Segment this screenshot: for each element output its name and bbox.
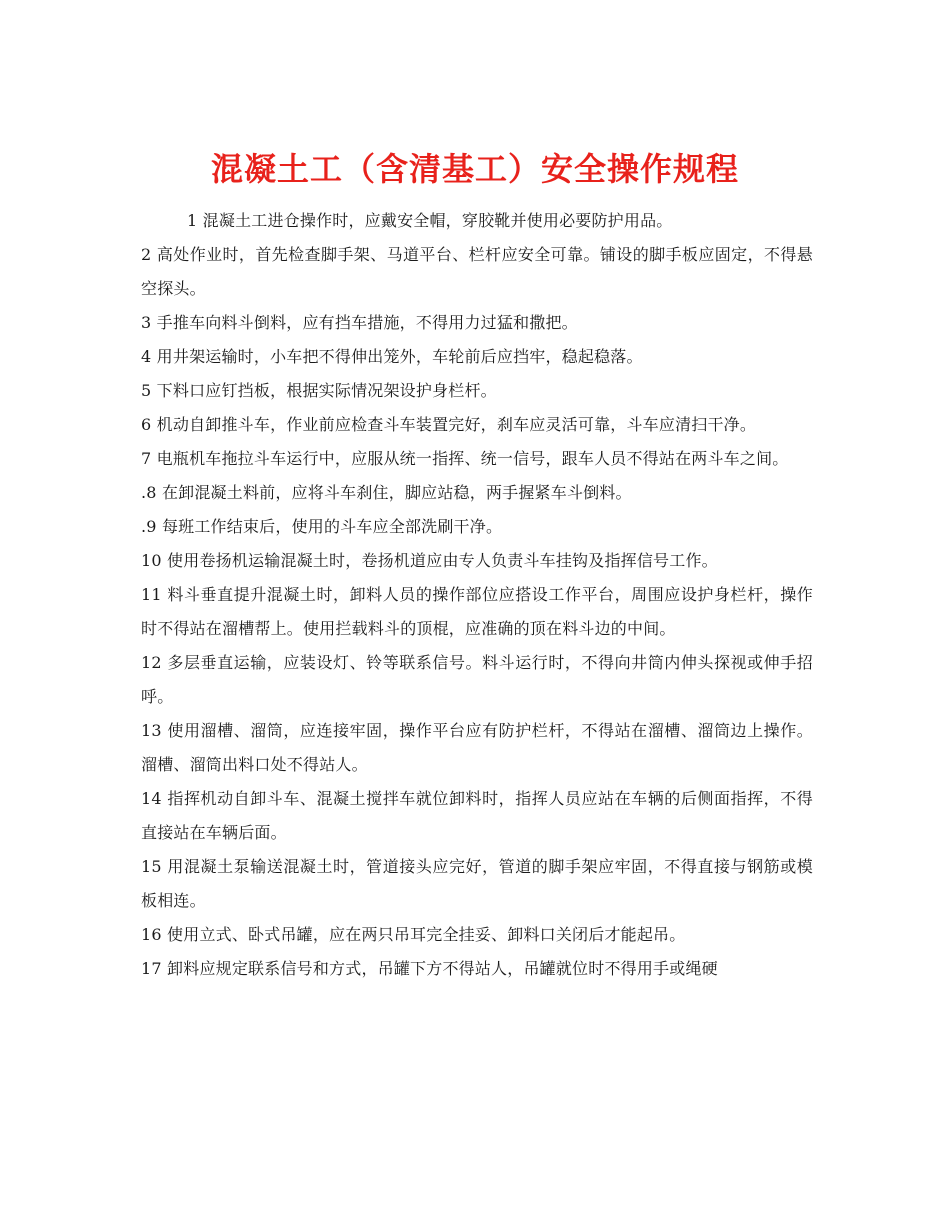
rule-item-9: .9 每班工作结束后，使用的斗车应全部洗刷干净。	[141, 517, 503, 536]
rule-item-10: 10 使用卷扬机运输混凝土时，卷扬机道应由专人负责斗车挂钩及指挥信号工作。	[141, 551, 718, 570]
rule-item-7: 7 电瓶机车拖拉斗车运行中，应服从统一指挥、统一信号，跟车人员不得站在两斗车之间。	[141, 449, 789, 468]
rule-item-6: 6 机动自卸推斗车，作业前应检查斗车装置完好，刹车应灵活可靠，斗车应清扫干净。	[141, 415, 757, 434]
rule-item-1: 1 混凝土工进仓操作时，应戴安全帽，穿胶靴并使用必要防护用品。	[187, 211, 673, 230]
rule-item-2: 2 高处作业时，首先检查脚手架、马道平台、栏杆应安全可靠。铺设的脚手板应固定，不得悬空探头。	[141, 245, 813, 298]
rule-item-4: 4 用井架运输时，小车把不得伸出笼外，车轮前后应挡牢，稳起稳落。	[141, 347, 643, 366]
rule-item-12: 12 多层垂直运输，应装设灯、铃等联系信号。料斗运行时，不得向井筒内伸头探视或伸手招呼。	[141, 653, 813, 706]
rule-item-11: 11 料斗垂直提升混凝土时，卸料人员的操作部位应搭设工作平台，周围应设护身栏杆，操作时不得站在溜槽帮上。使用拦载料斗的顶棍，应准确的顶在料斗边的中间。	[141, 585, 813, 638]
rule-item-16: 16 使用立式、卧式吊罐，应在两只吊耳完全挂妥、卸料口关闭后才能起吊。	[141, 925, 686, 944]
document-body	[141, 204, 813, 986]
rule-item-5: 5 下料口应钉挡板，根据实际情况架设护身栏杆。	[141, 381, 497, 400]
rule-item-15: 15 用混凝土泵输送混凝土时，管道接头应完好，管道的脚手架应牢固，不得直接与钢筋或模板相连。	[141, 857, 813, 910]
rule-item-14: 14 指挥机动自卸斗车、混凝土搅拌车就位卸料时，指挥人员应站在车辆的后侧面指挥，不得直接站在车辆后面。	[141, 789, 813, 842]
rule-item-3: 3 手推车向料斗倒料，应有挡车措施，不得用力过猛和撒把。	[141, 313, 578, 332]
rule-item-13: 13 使用溜槽、溜筒，应连接牢固，操作平台应有防护栏杆，不得站在溜槽、溜筒边上操作。溜槽、溜筒出料口处不得站人。	[141, 721, 813, 774]
document-title: 混凝土工（含清基工）安全操作规程	[210, 150, 739, 189]
rule-item-17: 17 卸料应规定联系信号和方式，吊罐下方不得站人，吊罐就位时不得用手或绳硬	[141, 959, 718, 978]
rule-item-8: .8 在卸混凝土料前，应将斗车刹住，脚应站稳，两手握紧车斗倒料。	[141, 483, 632, 502]
